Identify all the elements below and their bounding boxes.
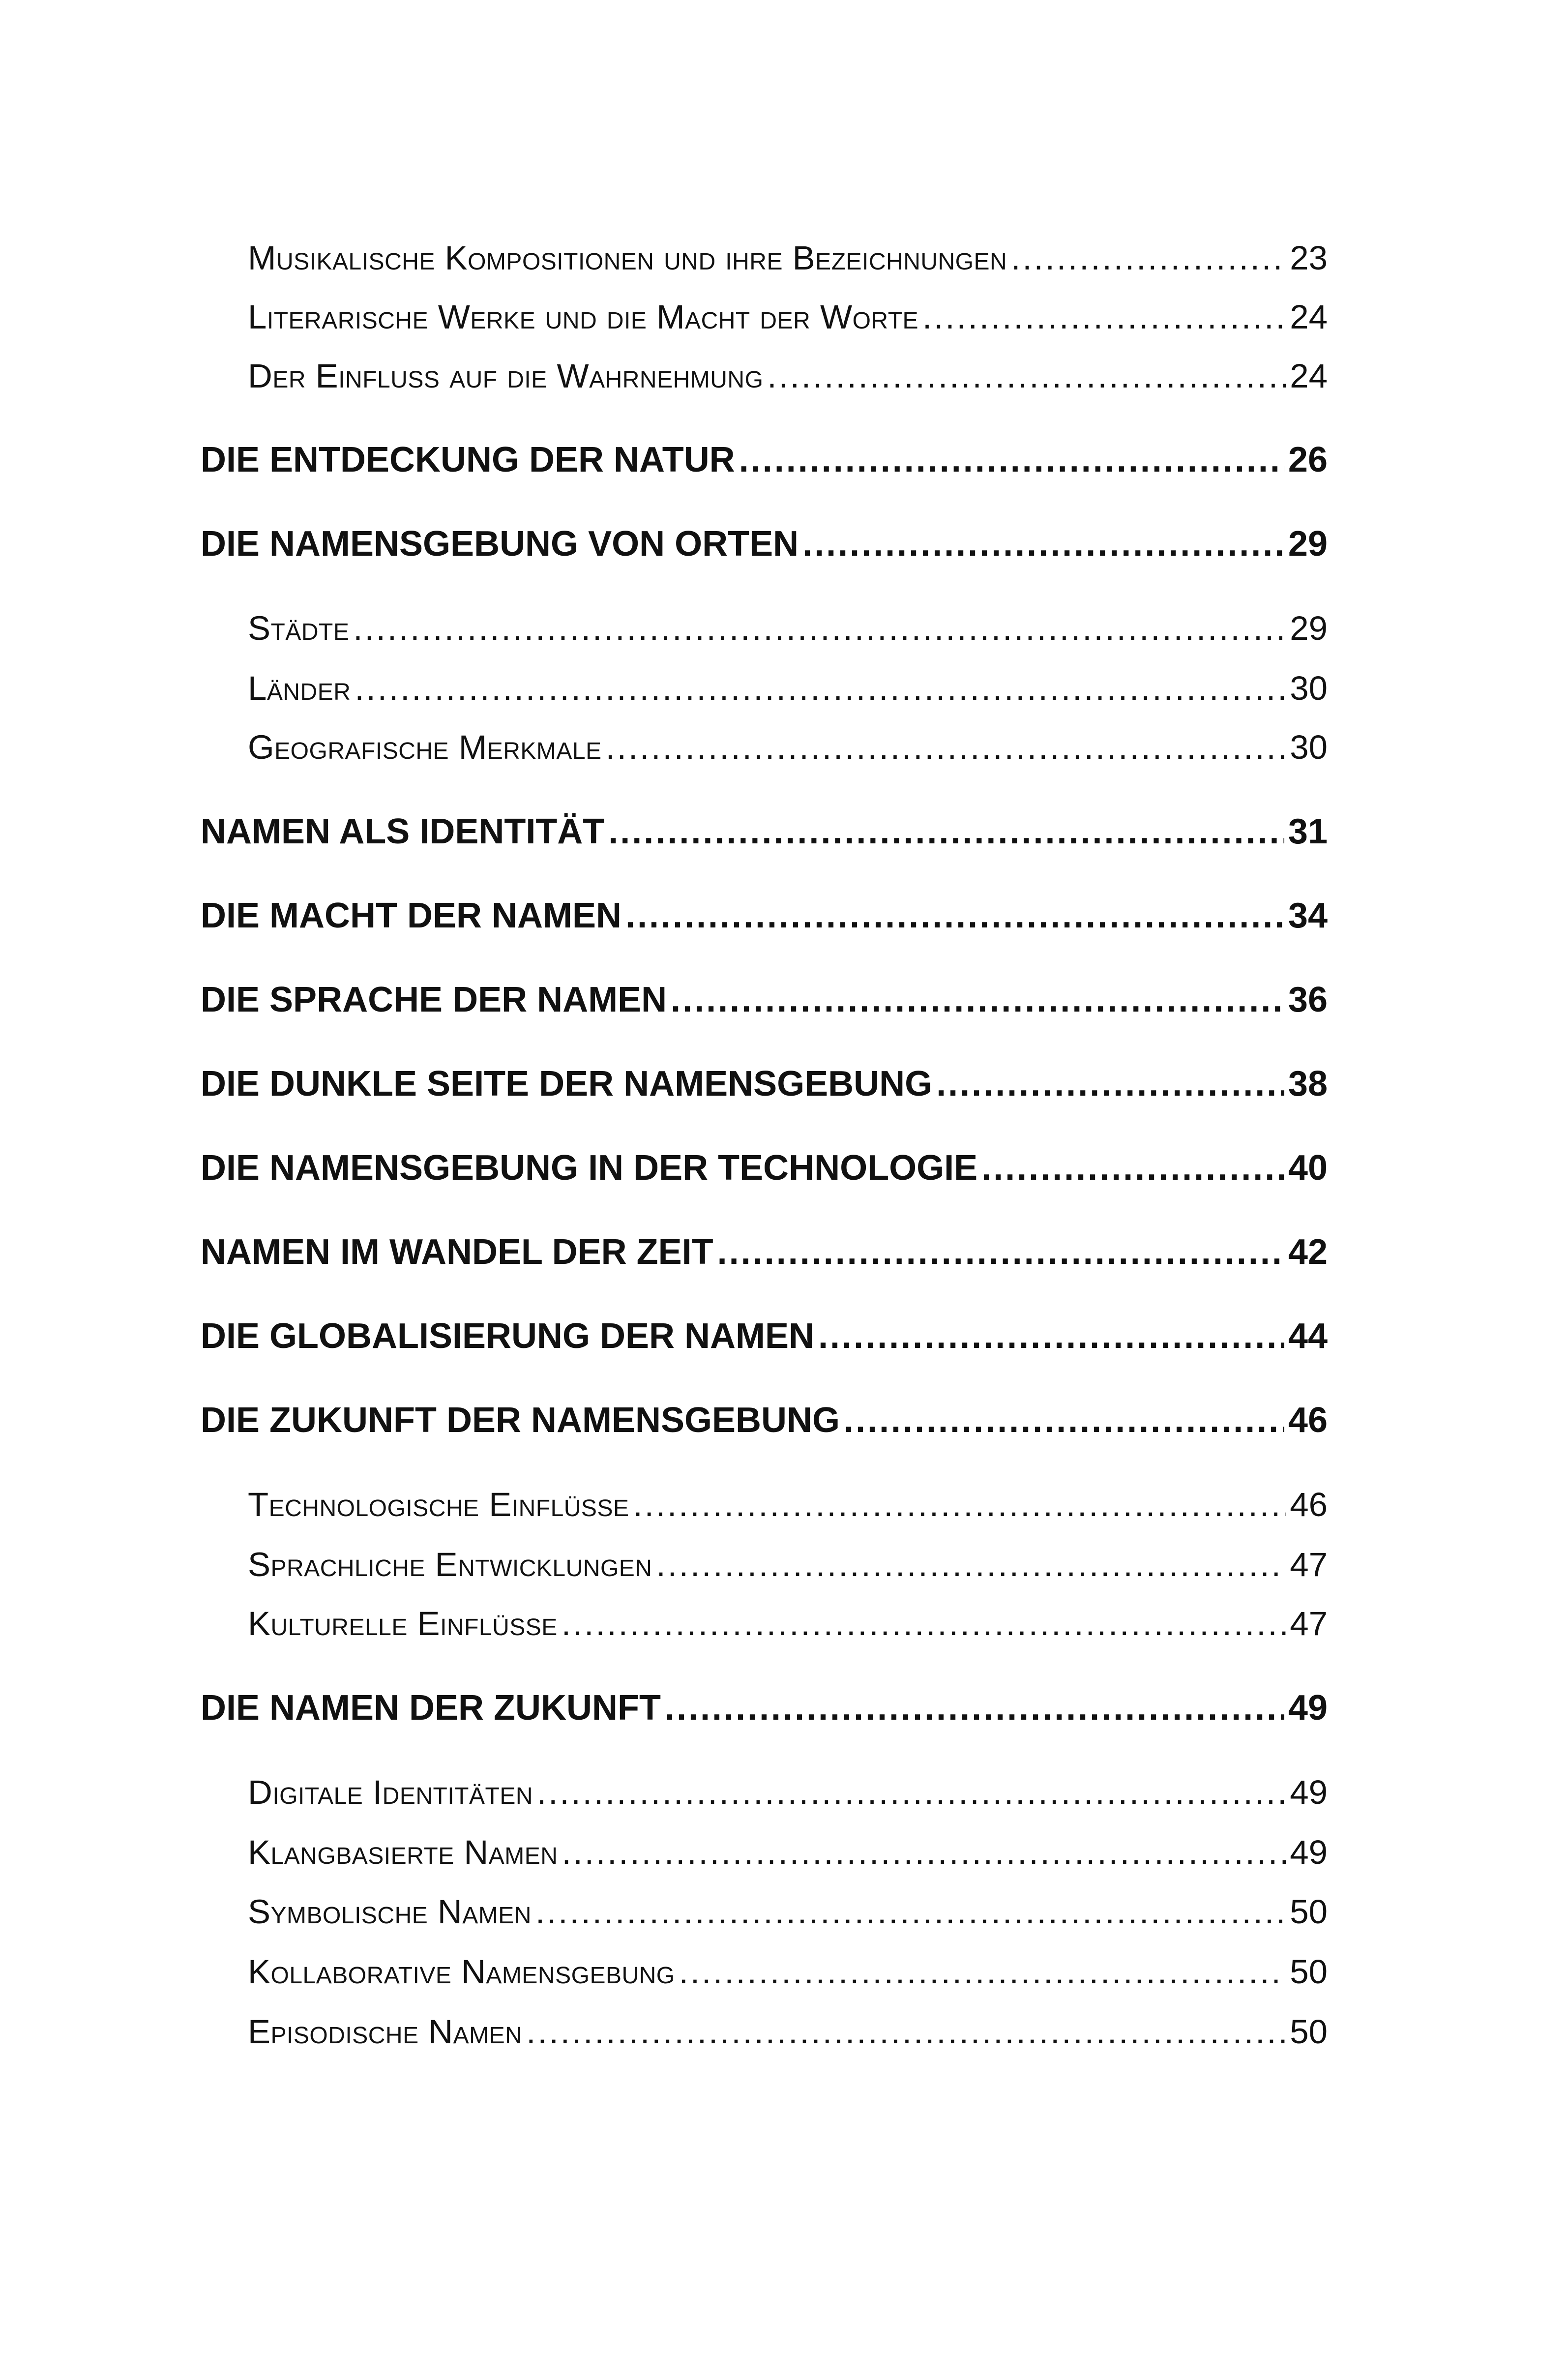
toc-entry[interactable] <box>248 1890 1328 1934</box>
toc-entry-title: Symbolische Namen <box>248 1893 532 1931</box>
toc-entry[interactable] <box>248 1770 1328 1815</box>
toc-entry[interactable] <box>248 354 1328 398</box>
toc-entry[interactable] <box>248 1950 1328 1994</box>
dot-leader <box>936 1062 1284 1106</box>
dot-leader <box>671 978 1284 1022</box>
toc-entry[interactable] <box>201 1314 1328 1358</box>
toc-entry-title: DIE NAMENSGEBUNG VON ORTEN <box>201 524 799 564</box>
toc-entry-page: 49 <box>1290 1773 1328 1811</box>
dot-leader <box>353 606 1286 651</box>
toc-entry-title: Länder <box>248 669 351 707</box>
toc-entry-page: 47 <box>1290 1605 1328 1642</box>
dot-leader <box>665 1686 1284 1730</box>
toc-entry-page: 49 <box>1290 1833 1328 1871</box>
toc-entry[interactable] <box>201 1398 1328 1442</box>
toc-entry[interactable] <box>201 809 1328 854</box>
toc-entry-title: Städte <box>248 609 350 647</box>
toc-entry[interactable] <box>201 438 1328 482</box>
toc-entry-title: Musikalische Kompositionen und ihre Bezeichnungen <box>248 239 1007 277</box>
toc-entry-title: NAMEN ALS IDENTITÄT <box>201 812 605 851</box>
dot-leader <box>526 2010 1286 2054</box>
dot-leader <box>562 1830 1286 1875</box>
dot-leader <box>355 666 1286 711</box>
toc-entry-title: Technologische Einflüsse <box>248 1486 629 1523</box>
toc-entry[interactable] <box>201 522 1328 566</box>
toc-entry-title: DIE MACHT DER NAMEN <box>201 896 621 935</box>
toc-entry-title: NAMEN IM WANDEL DER ZEIT <box>201 1232 713 1272</box>
table-of-contents <box>201 0 1328 2358</box>
toc-entry[interactable] <box>201 978 1328 1022</box>
dot-leader <box>625 894 1284 938</box>
toc-entry-page: 36 <box>1288 980 1328 1019</box>
dot-leader <box>844 1398 1284 1442</box>
toc-entry[interactable] <box>201 1146 1328 1190</box>
dot-leader <box>1011 236 1286 280</box>
toc-entry-page: 26 <box>1288 440 1328 479</box>
toc-entry-page: 44 <box>1288 1316 1328 1356</box>
toc-entry[interactable] <box>248 606 1328 651</box>
toc-entry[interactable] <box>248 236 1328 280</box>
dot-leader <box>802 522 1284 566</box>
toc-entry-page: 46 <box>1290 1486 1328 1523</box>
toc-entry-title: DIE DUNKLE SEITE DER NAMENSGEBUNG <box>201 1064 933 1104</box>
dot-leader <box>981 1146 1284 1190</box>
toc-entry-page: 46 <box>1288 1401 1328 1440</box>
toc-entry-page: 29 <box>1290 609 1328 647</box>
toc-entry-title: DIE GLOBALISIERUNG DER NAMEN <box>201 1316 815 1356</box>
toc-entry-page: 50 <box>1290 1953 1328 1991</box>
toc-entry[interactable] <box>248 725 1328 770</box>
toc-entry[interactable] <box>248 295 1328 339</box>
toc-entry-title: DIE NAMEN DER ZUKUNFT <box>201 1688 661 1728</box>
toc-entry[interactable] <box>248 2010 1328 2054</box>
toc-entry-title: Sprachliche Entwicklungen <box>248 1546 652 1583</box>
toc-entry-page: 47 <box>1290 1546 1328 1583</box>
toc-entry-page: 34 <box>1288 896 1328 935</box>
toc-entry-page: 24 <box>1290 298 1328 336</box>
dot-leader <box>633 1483 1286 1527</box>
dot-leader <box>922 295 1286 339</box>
toc-entry-page: 30 <box>1290 669 1328 707</box>
toc-entry-page: 49 <box>1288 1688 1328 1728</box>
toc-entry[interactable] <box>248 1543 1328 1587</box>
dot-leader <box>656 1543 1286 1587</box>
dot-leader <box>818 1314 1284 1358</box>
toc-entry-title: DIE NAMENSGEBUNG IN DER TECHNOLOGIE <box>201 1148 978 1188</box>
toc-entry[interactable] <box>248 666 1328 711</box>
dot-leader <box>608 809 1284 854</box>
toc-entry-page: 23 <box>1290 239 1328 277</box>
toc-entry-page: 38 <box>1288 1064 1328 1104</box>
toc-entry-title: Kulturelle Einflüsse <box>248 1605 558 1642</box>
dot-leader <box>606 725 1286 770</box>
toc-entry-page: 31 <box>1288 812 1328 851</box>
toc-entry-title: DIE ENTDECKUNG DER NATUR <box>201 440 735 479</box>
toc-entry-page: 50 <box>1290 1893 1328 1931</box>
toc-entry-page: 40 <box>1288 1148 1328 1188</box>
toc-entry[interactable] <box>248 1602 1328 1646</box>
toc-entry[interactable] <box>201 1686 1328 1730</box>
toc-entry-title: Episodische Namen <box>248 2013 523 2051</box>
toc-entry-title: Literarische Werke und die Macht der Worte <box>248 298 919 336</box>
toc-entry-title: Kollaborative Namensgebung <box>248 1953 675 1991</box>
dot-leader <box>767 354 1286 398</box>
dot-leader <box>739 438 1284 482</box>
toc-entry[interactable] <box>248 1483 1328 1527</box>
toc-entry-title: DIE SPRACHE DER NAMEN <box>201 980 667 1019</box>
toc-entry[interactable] <box>248 1830 1328 1875</box>
dot-leader <box>562 1602 1286 1646</box>
dot-leader <box>537 1770 1286 1815</box>
toc-entry-page: 29 <box>1288 524 1328 564</box>
dot-leader <box>679 1950 1286 1994</box>
toc-entry-page: 50 <box>1290 2013 1328 2051</box>
toc-entry-title: Geografische Merkmale <box>248 728 602 766</box>
toc-entry-title: Digitale Identitäten <box>248 1773 533 1811</box>
toc-entry-title: DIE ZUKUNFT DER NAMENSGEBUNG <box>201 1401 840 1440</box>
toc-entry[interactable] <box>201 1062 1328 1106</box>
toc-entry-title: Klangbasierte Namen <box>248 1833 558 1871</box>
toc-entry-title: Der Einfluss auf die Wahrnehmung <box>248 357 764 395</box>
toc-entry-page: 24 <box>1290 357 1328 395</box>
dot-leader <box>535 1890 1286 1934</box>
dot-leader <box>717 1230 1284 1274</box>
toc-entry[interactable] <box>201 1230 1328 1274</box>
toc-entry[interactable] <box>201 894 1328 938</box>
toc-entry-page: 42 <box>1288 1232 1328 1272</box>
toc-entry-page: 30 <box>1290 728 1328 766</box>
